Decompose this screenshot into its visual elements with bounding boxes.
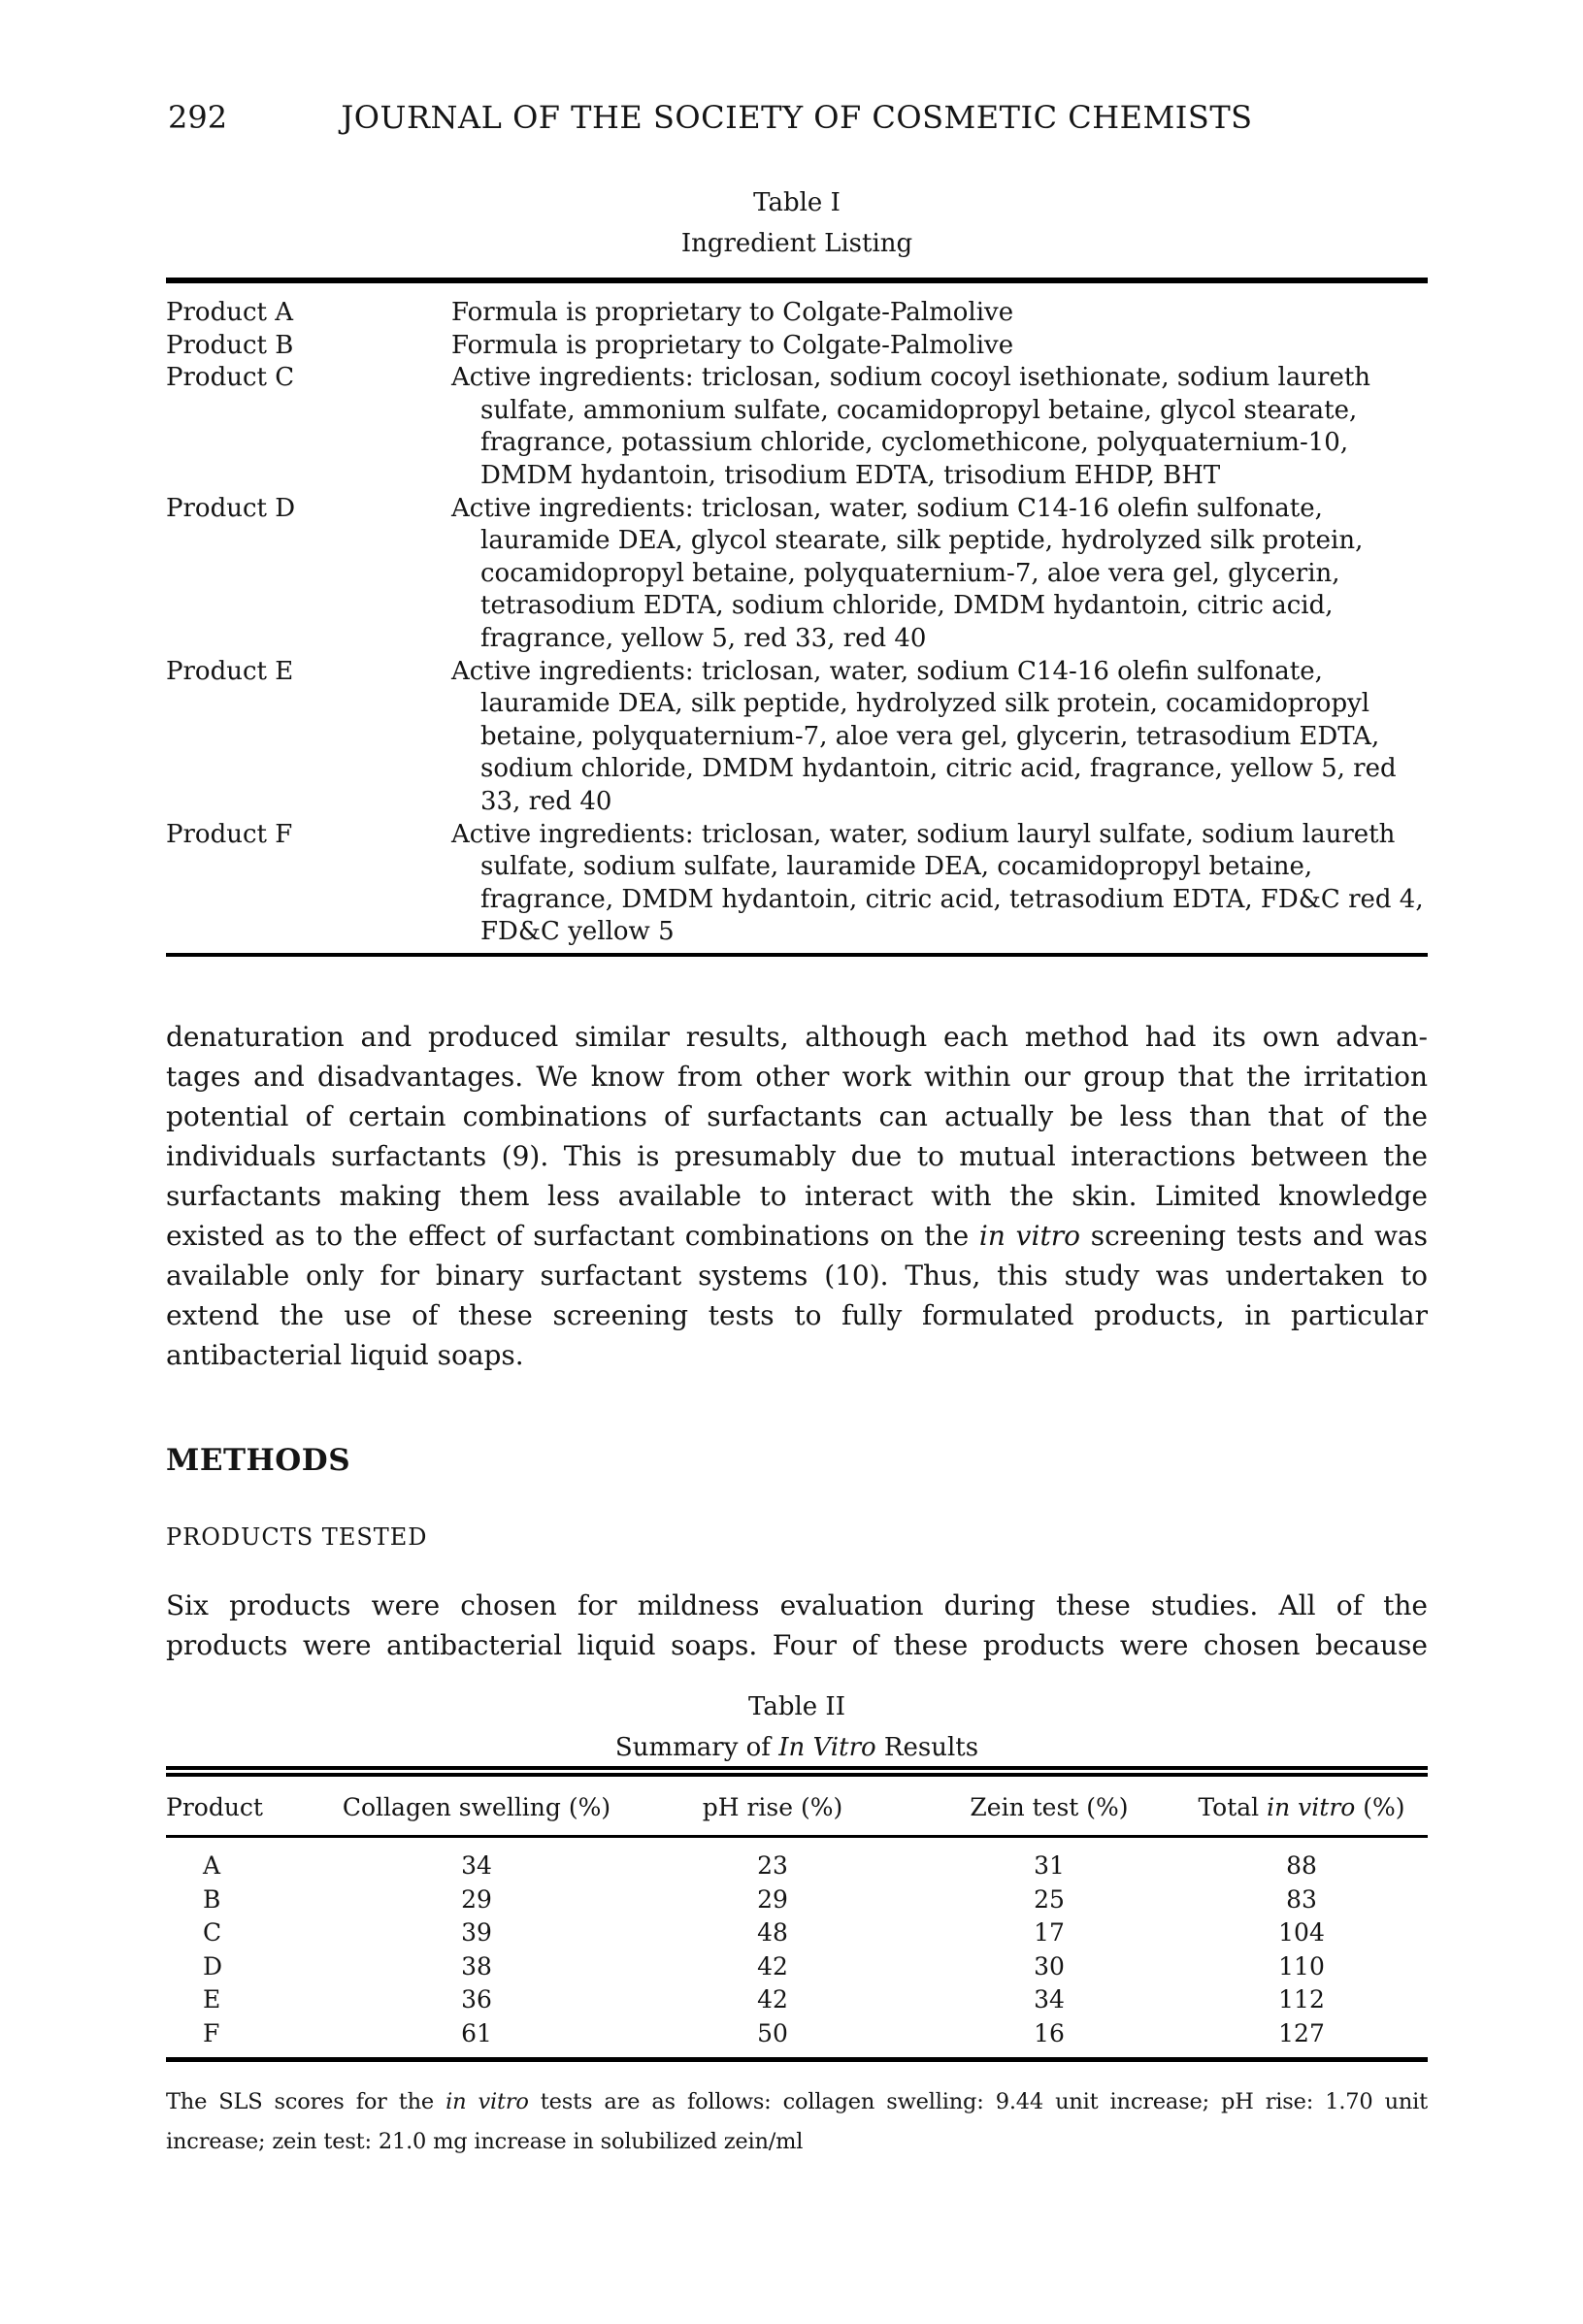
table2-cell: 38 [461, 1951, 492, 1980]
table2-header-product: Product [166, 1793, 263, 1821]
table2-cell: 127 [1278, 2018, 1325, 2047]
table2-header-ph-rise: pH rise (%) [702, 1793, 843, 1821]
table2-cell: 42 [757, 1985, 788, 2013]
paragraph-line: existed as to the effect of surfactant combinations on the in vitro screening tests and was [166, 1220, 1428, 1252]
product-f-ingredients: Active ingredients: triclosan, water, sodium lauryl sulfate, sodium laureth sulfate, sodium sulfate, lauramide DEA, cocamidopropyl betaine, fragrance, DMDM hydantoin, citric acid, tetrasodium EDTA, FD&C red 4, FD&C yellow 5 [451, 819, 1424, 947]
product-e-ingredients: Active ingredients: triclosan, water, sodium C14-16 olefin sulfonate, lauramide DEA, silk peptide, hydrolyzed silk protein, cocamidopropyl betaine, polyquaternium-7, aloe vera gel, glycerin, tetrasodium EDTA, sodium chloride, DMDM hydantoin, citric acid, fragrance, yellow 5, red 33, red 40 [451, 656, 1397, 816]
table2-row-f [166, 2017, 1428, 2051]
table2-cell: F [203, 2018, 220, 2047]
table1-subtitle: Ingredient Listing [680, 229, 913, 258]
table2-cell: 83 [1286, 1884, 1317, 1914]
page-number: 292 [168, 99, 228, 136]
table1-row-product-d [166, 493, 1428, 656]
table2-cell: C [203, 1918, 222, 1947]
table2-footnote [166, 2082, 1428, 2162]
table2-cell: 88 [1286, 1851, 1317, 1880]
paragraph-line: antibacterial liquid soaps. [166, 1339, 524, 1371]
product-a-label: Product A [166, 298, 294, 327]
table2-header-zein-test: Zein test (%) [970, 1793, 1129, 1821]
paragraph-line: individuals surfactants (9). This is presumably due to mutual interactions between the [166, 1140, 1428, 1172]
table2-cell: 30 [1034, 1951, 1065, 1980]
table2-cell: 48 [757, 1918, 788, 1947]
page-header [166, 99, 1428, 142]
table2-row-a [166, 1849, 1428, 1883]
table2-cell: 31 [1034, 1851, 1065, 1880]
paragraph-line: surfactants making them less available to interact with the skin. Limited knowledge [166, 1180, 1428, 1212]
table2-cell: 34 [461, 1851, 492, 1880]
paragraph-line: extend the use of these screening tests to fully formulated products, in particular [166, 1299, 1428, 1331]
product-c-ingredients: Active ingredients: triclosan, sodium cocoyl isethionate, sodium laureth sulfate, ammonium sulfate, cocamidopropyl betaine, glycol stearate, fragrance, potassium chloride, cyclomethicone, polyquaternium-10, DMDM hydantoin, trisodium EDTA, trisodium EHDP, BHT [451, 363, 1371, 490]
table1-row-product-a [166, 297, 1428, 330]
table2-cell: A [203, 1851, 221, 1880]
table2-cell: 23 [757, 1851, 788, 1880]
table2-cell: 50 [757, 2018, 788, 2047]
table2-bottom-rule [166, 2057, 1428, 2062]
table2-cell: 61 [461, 2018, 492, 2047]
table2-cell: 17 [1034, 1918, 1065, 1947]
footnote-line: The SLS scores for the in vitro tests are as follows: collagen swelling: 9.44 unit increase; pH rise: 1.70 unit [166, 2089, 1428, 2114]
table2-cell: 36 [461, 1985, 492, 2013]
table2-cell: 29 [757, 1884, 788, 1914]
table2-data [166, 1849, 1428, 2050]
table2-top-rule [166, 1766, 1428, 1777]
table2-row-b [166, 1883, 1428, 1917]
table2-subtitle: Summary of In Vitro Results [614, 1733, 979, 1762]
paragraph-line: tages and disadvantages. We know from other work within our group that the irritation [166, 1061, 1428, 1093]
product-a-ingredients: Formula is proprietary to Colgate-Palmolive [451, 298, 1014, 327]
product-f-label: Product F [166, 819, 293, 849]
table2-cell: 25 [1034, 1884, 1065, 1914]
paragraph-line: denaturation and produced similar results, although each method had its own advan- [166, 1021, 1428, 1053]
table2-title: Table II [748, 1692, 845, 1721]
table1-title: Table I [753, 188, 841, 217]
products-tested-heading: PRODUCTS TESTED [166, 1523, 428, 1551]
footnote-line: increase; zein test: 21.0 mg increase in solubilized zein/ml [166, 2129, 804, 2154]
table1-ingredient-listing [166, 297, 1428, 949]
body-paragraph-2 [166, 1586, 1428, 1665]
methods-heading: METHODS [166, 1443, 351, 1478]
table2-cell: 29 [461, 1884, 492, 1914]
paragraph-line: available only for binary surfactant systems (10). Thus, this study was undertaken to [166, 1260, 1428, 1292]
table2-header-rule [166, 1835, 1428, 1838]
product-c-label: Product C [166, 363, 295, 393]
table2-row-e [166, 1983, 1428, 2017]
table1-row-product-e [166, 656, 1428, 819]
table2-row-d [166, 1950, 1428, 1984]
table2-cell: 16 [1034, 2018, 1065, 2047]
table1-top-rule [166, 278, 1428, 283]
table1-row-product-f [166, 819, 1428, 949]
product-d-label: Product D [166, 493, 296, 523]
table1-row-product-b [166, 330, 1428, 363]
product-e-label: Product E [166, 656, 294, 686]
table2-cell: D [203, 1951, 223, 1980]
table2-cell: B [203, 1884, 221, 1914]
journal-title: JOURNAL OF THE SOCIETY OF COSMETIC CHEMISTS [341, 99, 1253, 136]
table2-cell: 104 [1278, 1918, 1325, 1947]
paragraph-line: potential of certain combinations of surfactants can actually be less than that of the [166, 1100, 1428, 1132]
product-b-ingredients: Formula is proprietary to Colgate-Palmolive [451, 330, 1014, 360]
table2-cell: 34 [1034, 1985, 1065, 2013]
paragraph-line: products were antibacterial liquid soaps. Four of these products were chosen because [166, 1629, 1428, 1661]
table2-header-collagen-swelling: Collagen swelling (%) [342, 1793, 611, 1821]
table2-cell: 42 [757, 1951, 788, 1980]
paragraph-line: Six products were chosen for mildness evaluation during these studies. All of the [166, 1589, 1428, 1621]
table1-bottom-rule [166, 953, 1428, 957]
table2-header-total-in-vitro: Total in vitro (%) [1198, 1793, 1405, 1821]
table2-cell: 39 [461, 1918, 492, 1947]
product-d-ingredients: Active ingredients: triclosan, water, sodium C14-16 olefin sulfonate, lauramide DEA, glycol stearate, silk peptide, hydrolyzed silk protein, cocamidopropyl betaine, polyquaternium-7, aloe vera gel, glycerin, tetrasodium EDTA, sodium chloride, DMDM hydantoin, citric acid, fragrance, yellow 5, red 33, red 40 [451, 493, 1364, 653]
table2-cell: 112 [1278, 1985, 1325, 2013]
table2-cell: 110 [1278, 1951, 1325, 1980]
table2-header-row [166, 1793, 1428, 1821]
body-paragraph-1 [166, 1017, 1428, 1375]
table2-row-c [166, 1916, 1428, 1950]
product-b-label: Product B [166, 330, 294, 360]
table1-row-product-c [166, 362, 1428, 492]
table2-cell: E [203, 1985, 221, 2013]
